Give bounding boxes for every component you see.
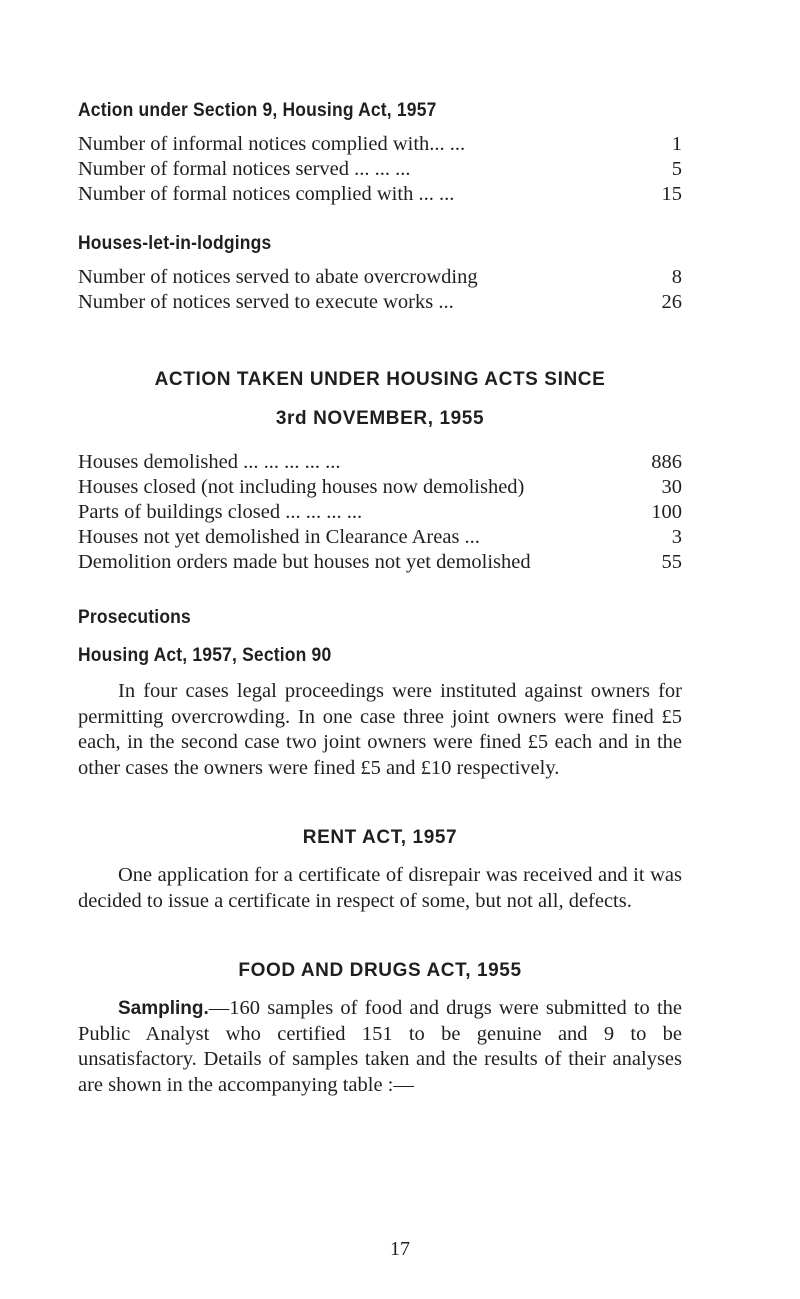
- rent-act-paragraph: One application for a certificate of disrepair was received and it was decided to issue a certificate in respect of some, but not all, defects.: [78, 864, 682, 912]
- list-item: [78, 550, 682, 575]
- item-value: 100: [651, 501, 682, 523]
- housing-acts-heading: ACTION TAKEN UNDER HOUSING ACTS SINCE: [154, 369, 606, 390]
- item-label: Number of informal notices complied with... ...: [78, 133, 466, 155]
- section9-list: [78, 132, 682, 207]
- item-value: 1: [671, 133, 682, 155]
- item-label: Houses closed (not including houses now demolished): [78, 476, 525, 498]
- item-label: Number of formal notices complied with ... ...: [78, 183, 455, 205]
- item-value: 15: [661, 183, 682, 205]
- food-drugs-heading: FOOD AND DRUGS ACT, 1955: [238, 960, 522, 981]
- prosecutions-heading: Prosecutions: [78, 607, 191, 628]
- rent-act-heading: RENT ACT, 1957: [302, 827, 458, 848]
- item-label: Number of formal notices served ... ... ...: [78, 158, 411, 180]
- item-value: 3: [671, 526, 682, 548]
- item-label: Houses demolished ... ... ... ... ...: [78, 451, 341, 473]
- section9-heading: Action under Section 9, Housing Act, 1957: [78, 100, 437, 121]
- list-item: [78, 132, 682, 157]
- list-item: [78, 182, 682, 207]
- houses-let-list: [78, 265, 682, 315]
- item-value: 5: [671, 158, 682, 180]
- document-page: [78, 100, 682, 1098]
- item-label: Parts of buildings closed ... ... ... ...: [78, 501, 363, 523]
- item-value: 8: [671, 266, 682, 288]
- list-item: [78, 265, 682, 290]
- food-drugs-paragraph: [78, 996, 682, 1098]
- list-item: [78, 290, 682, 315]
- item-label: Demolition orders made but houses not yet demolished: [78, 551, 531, 573]
- prosecutions-paragraph: In four cases legal proceedings were instituted against owners for permitting overcrowding. In one case three joint owners were fined £5 each, in the second case two joint owners were fined £5 each and in the other cases the owners were fined £5 and £10 respectively.: [78, 680, 682, 779]
- houses-let-heading: Houses-let-in-lodgings: [78, 233, 272, 254]
- list-item: [78, 450, 682, 475]
- list-item: [78, 525, 682, 550]
- item-label: Number of notices served to execute works ...: [78, 291, 454, 313]
- housing-acts-subheading: 3rd NOVEMBER, 1955: [275, 408, 485, 429]
- item-value: 30: [661, 476, 682, 498]
- item-value: 886: [651, 451, 682, 473]
- list-item: [78, 475, 682, 500]
- sampling-text: —160 samples of food and drugs were submitted to the Public Analyst who certified 151 to be genuine and 9 to be unsatisfactory. Details of samples taken and the results of their analyses are shown in the accompanying table :—: [78, 997, 682, 1096]
- item-label: Number of notices served to abate overcrowding: [78, 266, 478, 288]
- item-value: 26: [661, 291, 682, 313]
- item-value: 55: [661, 551, 682, 573]
- sampling-lead: Sampling.: [118, 998, 209, 1019]
- prosecutions-subheading: Housing Act, 1957, Section 90: [78, 645, 332, 666]
- page-number: 17: [390, 1238, 410, 1260]
- list-item: [78, 157, 682, 182]
- list-item: [78, 500, 682, 525]
- housing-acts-list: [78, 450, 682, 575]
- item-label: Houses not yet demolished in Clearance Areas ...: [78, 526, 480, 548]
